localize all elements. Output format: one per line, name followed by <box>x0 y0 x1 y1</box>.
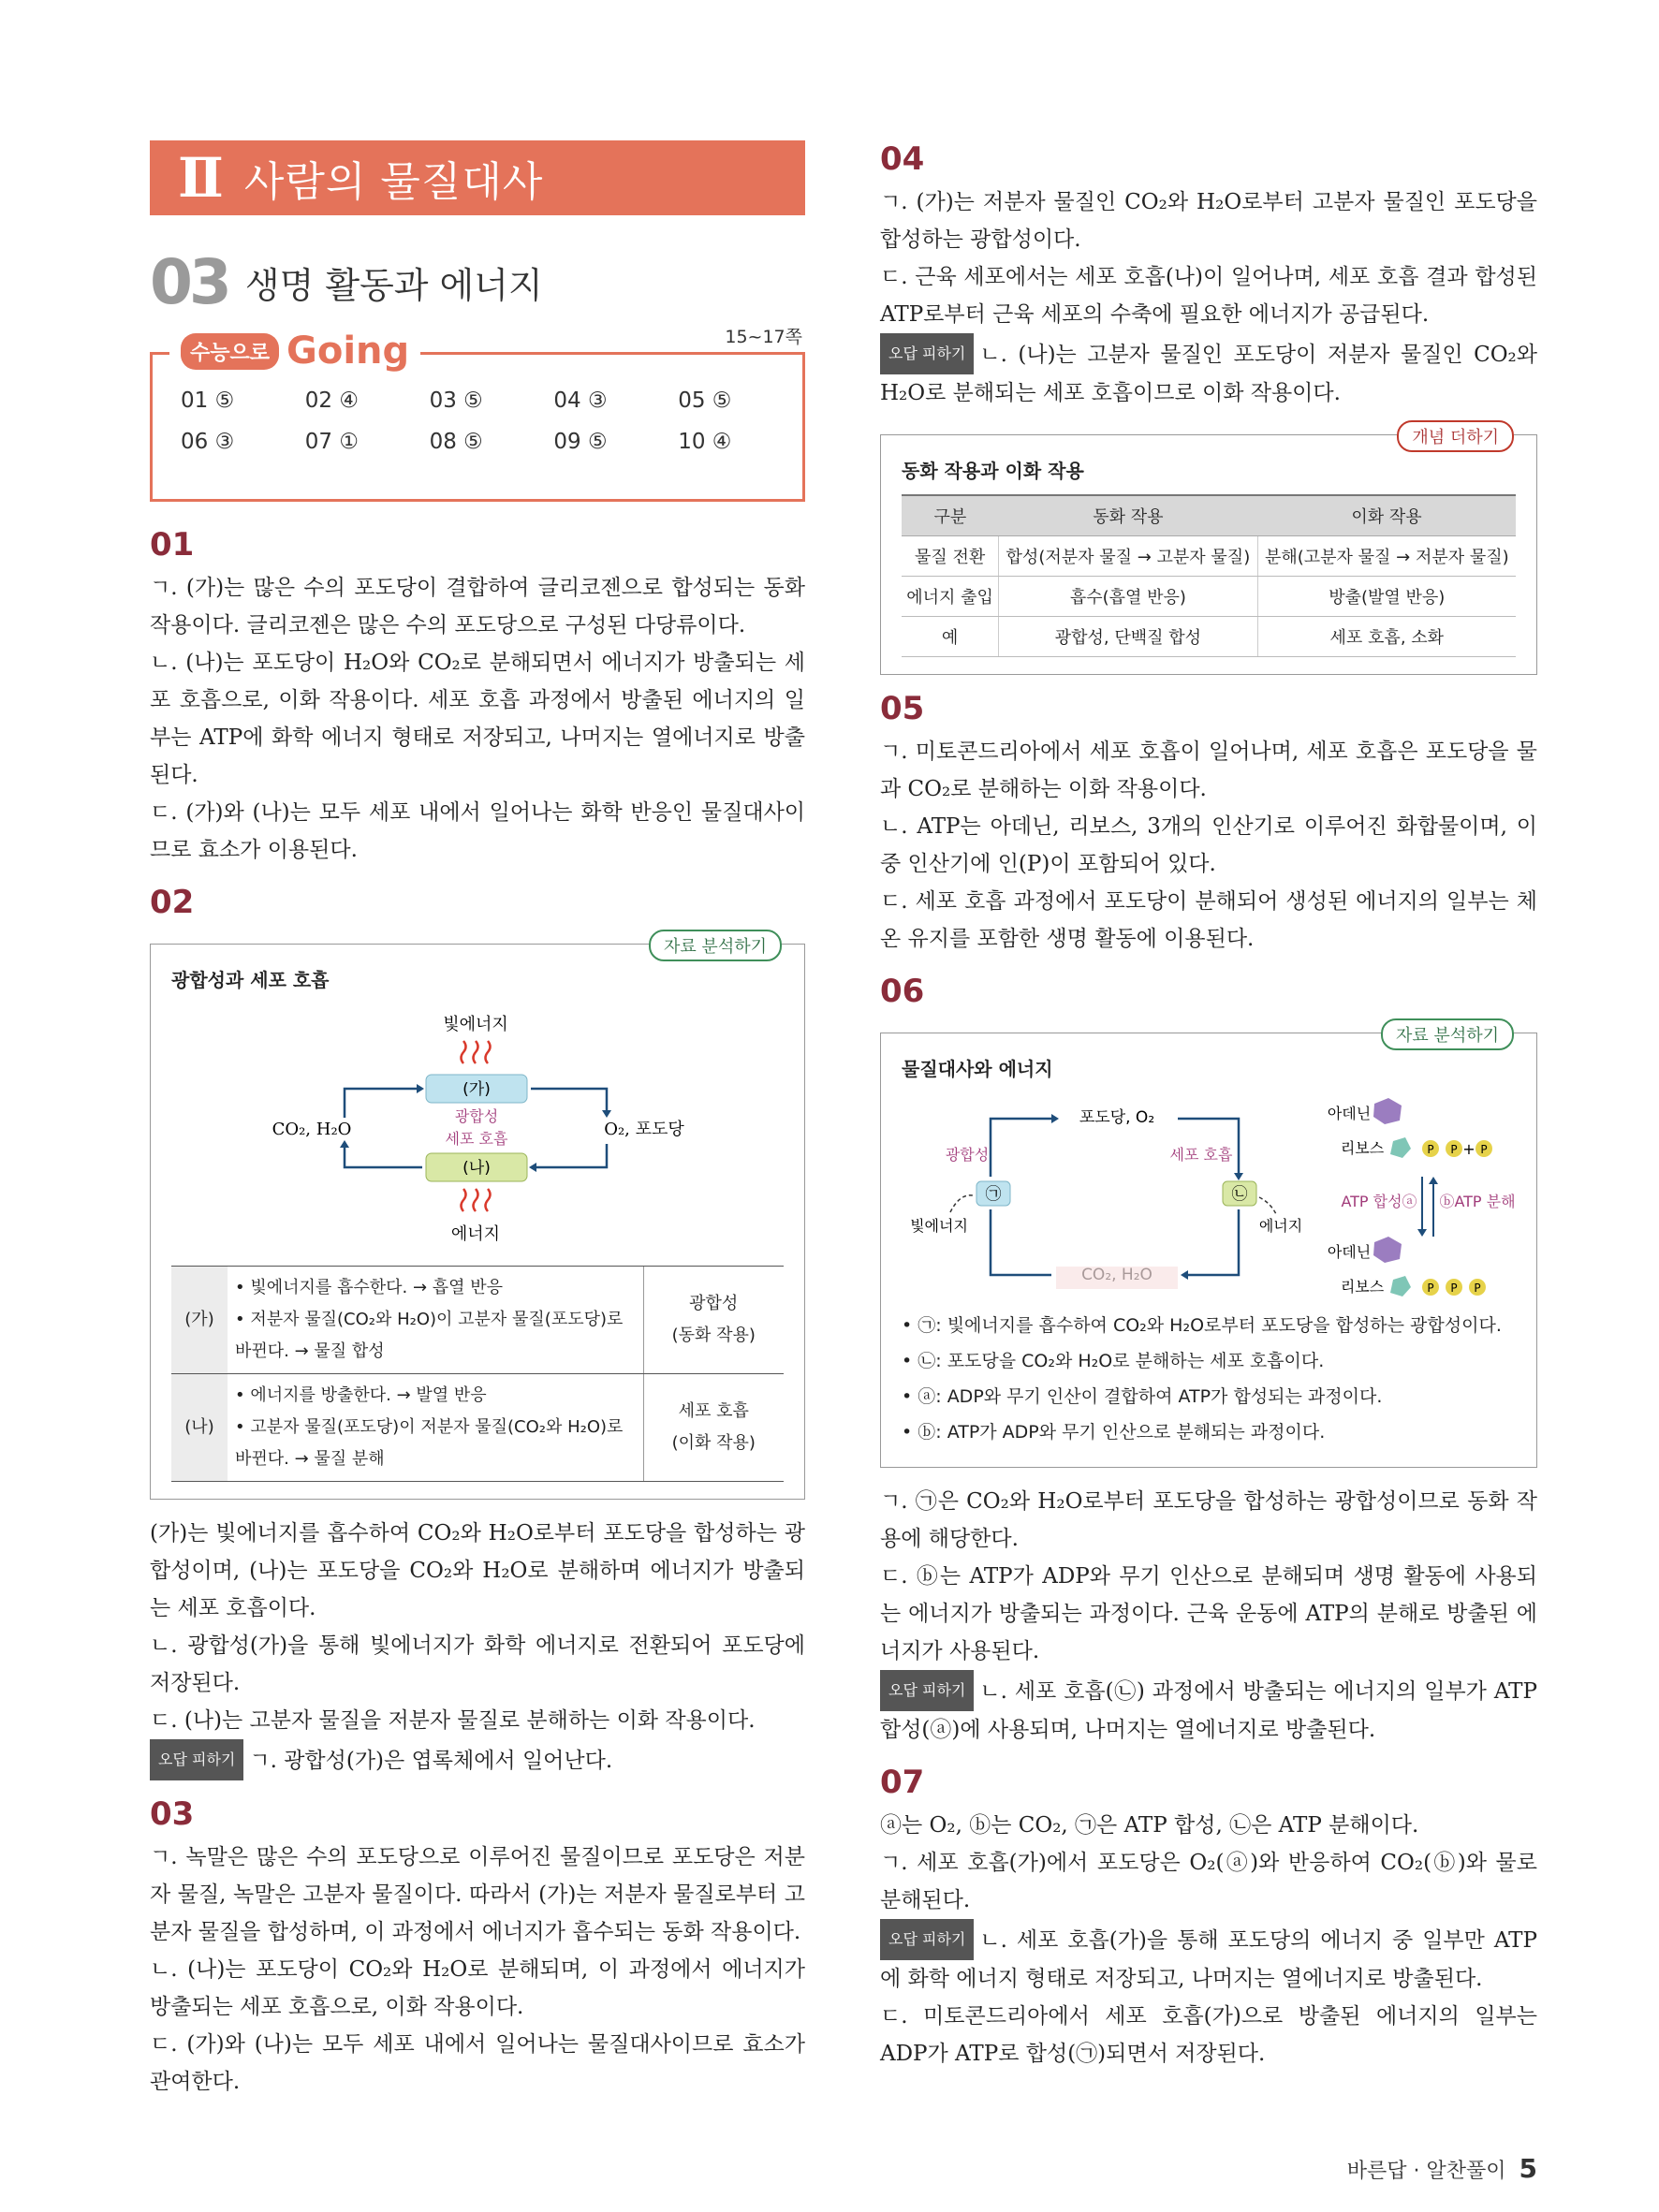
q03-line: ㄷ. (가)와 (나)는 모두 세포 내에서 일어나는 물질대사이므로 효소가 관여한다. <box>150 2032 805 2094</box>
unit-title: 사람의 물질대사 <box>243 158 544 206</box>
going-label-en: Going <box>286 330 410 373</box>
q05-line: ㄱ. 미토콘드리아에서 세포 호흡이 일어나며, 세포 호흡은 포도당을 물과 CO₂로 분해하는 이화 작용이다. <box>880 740 1537 801</box>
box-title: 동화 작용과 이화 작용 <box>902 460 1084 482</box>
column-header: 구분 <box>902 495 999 536</box>
row-desc-line: • 에너지를 방출한다. → 발열 반응 <box>235 1385 487 1405</box>
table-cell: 광합성, 단백질 합성 <box>999 617 1257 657</box>
answer-item: 06 ③ <box>181 430 235 454</box>
q02-line: ㄴ. 광합성(가)을 통해 빛에너지가 화학 에너지로 전환되어 포도당에 저장된다. <box>150 1633 805 1695</box>
bottom-highlight <box>1056 1267 1178 1289</box>
going-logo <box>169 325 420 377</box>
light-wave-icon <box>462 1041 491 1063</box>
row-desc <box>228 1267 643 1374</box>
footer-label: 바른답 · 알찬풀이 <box>1346 2160 1506 2183</box>
photosynthesis-label: 광합성 <box>454 1107 499 1125</box>
c1-label: ㉠ <box>985 1185 1002 1204</box>
arrow-photo-up <box>991 1119 1056 1177</box>
wrong-answer-text: ㄴ. 세포 호흡(㉡) 과정에서 방출되는 에너지의 일부가 ATP 합성(ⓐ)에 사용되며, 나머지는 열에너지로 방출된다. <box>880 1679 1537 1742</box>
concept-box <box>880 428 1537 675</box>
question-07-heading: 07 <box>880 1764 925 1801</box>
plus-sign: + <box>1462 1140 1475 1158</box>
arrow-right-to-na <box>531 1144 607 1167</box>
row-label: (나) <box>171 1374 228 1482</box>
concept-badge: 개념 더하기 <box>1397 420 1514 452</box>
table-cell: 세포 호흡, 소화 <box>1257 617 1516 657</box>
q07-line: ㄱ. 세포 호흡(가)에서 포도당은 O₂(ⓐ)와 반응하여 CO₂(ⓑ)와 물로 분해된다. <box>880 1851 1537 1912</box>
note-item: • ㉠: 빛에너지를 흡수하여 CO₂와 H₂O로부터 포도당을 합성하는 광합성이다. <box>902 1315 1502 1336</box>
phosphate-label: P <box>1450 1143 1458 1156</box>
table-cell: 방출(발열 반응) <box>1257 577 1516 617</box>
adenine-label: 아데닌 <box>1327 1105 1372 1122</box>
process-table <box>171 1266 784 1482</box>
q01-line: ㄷ. (가)와 (나)는 모두 세포 내에서 일어나는 화학 반응인 물질대사이므로 효소가 이용된다. <box>150 800 805 862</box>
column-header: 동화 작용 <box>999 495 1257 536</box>
q02-line: (가)는 빛에너지를 흡수하여 CO₂와 H₂O로부터 포도당을 합성하는 광합성이며, (나)는 포도당을 CO₂와 H₂O로 분해하며 에너지가 방출되는 세포 호흡이다. <box>150 1521 805 1620</box>
answer-item: 10 ④ <box>678 430 732 454</box>
o2-glucose-label: O₂, 포도당 <box>604 1120 684 1139</box>
column-header: 이화 작용 <box>1257 495 1516 536</box>
arrowhead-icon <box>1051 1114 1059 1123</box>
adenine-shape-icon <box>1373 1098 1402 1124</box>
unit-banner <box>150 140 805 215</box>
question-05-heading: 05 <box>880 690 925 727</box>
ribose-shape-icon <box>1390 1276 1411 1296</box>
arrowhead-icon <box>340 1140 349 1148</box>
light-energy-label: 빛에너지 <box>443 1015 508 1034</box>
adenine-label: 아데닌 <box>1327 1243 1372 1261</box>
row-desc <box>228 1374 643 1482</box>
answer-item: 03 ⑤ <box>429 388 483 413</box>
co2-h2o-label: CO₂, H₂O <box>272 1120 352 1139</box>
page-range: 15~17쪽 <box>725 327 802 347</box>
question-06-heading: 06 <box>880 973 925 1010</box>
arrowhead-icon <box>1181 1270 1188 1280</box>
data-analysis-box <box>150 937 805 1500</box>
atp-synthesis-label: ATP 합성ⓐ <box>1341 1193 1417 1210</box>
table-row <box>902 617 1516 657</box>
respiration-label: 세포 호흡 <box>445 1130 508 1148</box>
q05-line: ㄷ. 세포 호흡 과정에서 포도당이 분해되어 생성된 에너지의 일부는 체온 유지를 포함한 생명 활동에 이용된다. <box>880 889 1537 951</box>
metabolism-energy-diagram <box>902 1092 1515 1298</box>
wrong-answer-tag: 오답 피하기 <box>150 1739 243 1780</box>
atp-decomposition-label: ⓑATP 분해 <box>1439 1193 1515 1210</box>
wrong-answer-text: ㄱ. 광합성(가)은 엽록체에서 일어난다. <box>249 1749 613 1773</box>
wrong-answer-text: ㄴ. (나)는 고분자 물질인 포도당이 저분자 물질인 CO₂와 H₂O로 분해되는 세포 호흡이므로 이화 작용이다. <box>880 343 1537 405</box>
q06-line: ㄱ. ㉠은 CO₂와 H₂O로부터 포도당을 합성하는 광합성이므로 동화 작용에 해당한다. <box>880 1489 1537 1551</box>
note-item: • ⓑ: ATP가 ADP와 무기 인산으로 분해되는 과정이다. <box>902 1422 1326 1443</box>
table-cell: 흡수(흡열 반응) <box>999 577 1257 617</box>
table-cell: 분해(고분자 물질 → 저분자 물질) <box>1257 536 1516 577</box>
energy-wave-icon <box>462 1189 491 1211</box>
row-result-type: (이화 작용) <box>671 1433 756 1453</box>
box-title: 광합성과 세포 호흡 <box>171 969 330 991</box>
dashed-arrow-icon <box>1259 1197 1276 1214</box>
row-label: (가) <box>171 1267 228 1374</box>
energy-label: 에너지 <box>450 1224 501 1244</box>
question-04-heading: 04 <box>880 140 925 178</box>
answer-item: 05 ⑤ <box>678 388 732 413</box>
arrow-resp-bottom <box>1182 1209 1239 1275</box>
arrowhead-icon <box>1429 1177 1438 1184</box>
table-cell: 물질 전환 <box>902 536 999 577</box>
question-02-heading: 02 <box>150 884 195 921</box>
ribose-shape-icon <box>1390 1137 1411 1158</box>
row-result-name: 세포 호흡 <box>678 1401 749 1421</box>
phosphate-label: P <box>1427 1282 1434 1295</box>
photosynthesis-label: 광합성 <box>945 1146 990 1164</box>
arrowhead-icon <box>1234 1173 1243 1180</box>
table-row <box>902 536 1516 577</box>
answer-key-box <box>150 327 805 502</box>
q04-line: ㄱ. (가)는 저분자 물질인 CO₂와 H₂O로부터 고분자 물질인 포도당을 합성하는 광합성이다. <box>880 190 1537 252</box>
row-result <box>643 1374 784 1482</box>
chapter-number: 03 <box>150 245 228 318</box>
q04-line: ㄷ. 근육 세포에서는 세포 호흡(나)이 일어나며, 세포 호흡 결과 합성된 ATP로부터 근육 세포의 수축에 필요한 에너지가 공급된다. <box>880 265 1537 327</box>
table-row <box>171 1267 784 1374</box>
row-result <box>643 1267 784 1374</box>
q01-line: ㄱ. (가)는 많은 수의 포도당이 결합하여 글리코젠으로 합성되는 동화 작용이다. 글리코젠은 많은 수의 포도당으로 구성된 다당류이다. <box>150 576 805 637</box>
q01-line: ㄴ. (나)는 포도당이 H₂O와 CO₂로 분해되면서 에너지가 방출되는 세포 호흡으로, 이화 작용이다. 세포 호흡 과정에서 방출된 에너지의 일부는 ATP에 화학 에너지 형태로 저장되고, 나머지는 열에너지로 방출된다. <box>150 651 805 787</box>
q04-wrong-line <box>880 333 1537 412</box>
answer-item: 01 ⑤ <box>181 388 235 413</box>
ribose-label: 리보스 <box>1340 1278 1385 1296</box>
right-column <box>880 140 1537 2073</box>
photosynthesis-respiration-diagram <box>171 1003 780 1256</box>
q05-line: ㄴ. ATP는 아데닌, 리보스, 3개의 인산기로 이루어진 화합물이며, 이 중 인산기에 인(P)이 포함되어 있다. <box>880 814 1537 876</box>
light-energy-label: 빛에너지 <box>910 1217 968 1235</box>
answer-item: 04 ③ <box>553 388 608 413</box>
arrow-photo-bottom <box>991 1209 1051 1275</box>
ribose-label: 리보스 <box>1340 1139 1385 1157</box>
dashed-arrow-icon <box>950 1195 973 1212</box>
chapter-title: 생명 활동과 에너지 <box>244 264 543 306</box>
arrowhead-icon <box>529 1163 536 1172</box>
answer-item: 02 ④ <box>304 388 359 413</box>
chapter-heading <box>150 245 805 318</box>
table-cell: 에너지 출입 <box>902 577 999 617</box>
arrowhead-icon <box>417 1084 424 1093</box>
q03-line: ㄱ. 녹말은 많은 수의 포도당으로 이루어진 물질이므로 포도당은 저분자 물질, 녹말은 고분자 물질이다. 따라서 (가)는 저분자 물질로부터 고분자 물질을 합성하며, 이 과정에서 에너지가 흡수되는 동화 작용이다. <box>150 1845 805 1944</box>
arrow-ga-to-right <box>531 1089 607 1114</box>
q07-wrong-line <box>880 1919 1537 1998</box>
q06-wrong-line <box>880 1670 1537 1749</box>
q06-line: ㄷ. ⓑ는 ATP가 ADP와 무기 인산으로 분해되며 생명 활동에 사용되는 에너지가 방출되는 과정이다. 근육 운동에 ATP의 분해로 방출된 에너지가 사용된다. <box>880 1564 1537 1663</box>
note-item: • ⓐ: ADP와 무기 인산이 결합하여 ATP가 합성되는 과정이다. <box>902 1386 1383 1407</box>
left-column <box>150 140 805 2101</box>
row-desc-line: • 저분자 물질(CO₂와 H₂O)이 고분자 물질(포도당)로 바뀐다. → 물질 합성 <box>235 1310 624 1361</box>
table-row <box>902 577 1516 617</box>
table-cell: 예 <box>902 617 999 657</box>
energy-label: 에너지 <box>1258 1217 1303 1235</box>
question-03-heading: 03 <box>150 1795 195 1833</box>
q07-line: ㄷ. 미토콘드리아에서 세포 호흡(가)으로 방출된 에너지의 일부는 ADP가 ATP로 합성(㉠)되면서 저장된다. <box>880 2004 1537 2066</box>
page-footer <box>1347 2153 1537 2184</box>
answer-item: 08 ⑤ <box>429 430 483 454</box>
table-row <box>171 1374 784 1482</box>
page-number: 5 <box>1519 2153 1537 2184</box>
data-analysis-badge: 자료 분석하기 <box>1381 1018 1514 1050</box>
diagram-notes <box>902 1308 1516 1450</box>
data-analysis-box <box>880 1026 1537 1468</box>
unit-numeral: Ⅱ <box>178 146 224 210</box>
phosphate-label: P <box>1474 1282 1481 1295</box>
q02-line: ㄷ. (나)는 고분자 물질을 저분자 물질로 분해하는 이화 작용이다. <box>150 1708 756 1733</box>
going-label-ko: 수능으로 <box>181 333 279 370</box>
glucose-o2-label: 포도당, O₂ <box>1079 1108 1155 1127</box>
q02-wrong-line <box>150 1739 805 1780</box>
wrong-answer-tag: 오답 피하기 <box>880 1919 974 1960</box>
box-title: 물질대사와 에너지 <box>902 1058 1053 1080</box>
arrowhead-icon <box>1417 1229 1427 1237</box>
na-label: (나) <box>462 1159 491 1178</box>
arrowhead-icon <box>602 1110 611 1118</box>
wrong-answer-tag: 오답 피하기 <box>880 1670 974 1711</box>
row-result-name: 광합성 <box>689 1294 739 1313</box>
arrow-left-to-ga <box>345 1089 422 1118</box>
wrong-answer-text: ㄴ. 세포 호흡(가)을 통해 포도당의 에너지 중 일부만 ATP에 화학 에너지 형태로 저장되고, 나머지는 열에너지로 방출된다. <box>880 1928 1537 1991</box>
row-desc-line: • 빛에너지를 흡수한다. → 흡열 반응 <box>235 1278 504 1297</box>
note-item: • ㉡: 포도당을 CO₂와 H₂O로 분해하는 세포 호흡이다. <box>902 1351 1325 1371</box>
row-result-type: (동화 작용) <box>671 1326 756 1345</box>
respiration-label: 세포 호흡 <box>1169 1146 1233 1164</box>
data-analysis-badge: 자료 분석하기 <box>649 930 782 961</box>
q03-line: ㄴ. (나)는 포도당이 CO₂와 H₂O로 분해되며, 이 과정에서 에너지가 방출되는 세포 호흡으로, 이화 작용이다. <box>150 1957 805 2019</box>
phosphate-label: P <box>1480 1143 1488 1156</box>
wrong-answer-tag: 오답 피하기 <box>880 333 974 374</box>
phosphate-label: P <box>1427 1143 1434 1156</box>
adenine-shape-icon <box>1373 1237 1402 1263</box>
q07-line: ⓐ는 O₂, ⓑ는 CO₂, ㉠은 ATP 합성, ㉡은 ATP 분해이다. <box>880 1813 1419 1838</box>
ga-label: (가) <box>462 1080 491 1099</box>
question-01-heading: 01 <box>150 526 195 564</box>
phosphate-label: P <box>1450 1282 1458 1295</box>
answer-item: 07 ① <box>304 430 359 454</box>
answer-item: 09 ⑤ <box>553 430 608 454</box>
table-cell: 합성(저분자 물질 → 고분자 물질) <box>999 536 1257 577</box>
arrow-na-to-left <box>345 1144 422 1167</box>
table-header-row <box>902 495 1516 536</box>
anabolism-catabolism-table <box>902 494 1516 657</box>
c2-label: ㉡ <box>1231 1185 1248 1204</box>
row-desc-line: • 고분자 물질(포도당)이 저분자 물질(CO₂와 H₂O)로 바뀐다. → 물질 분해 <box>235 1417 624 1469</box>
